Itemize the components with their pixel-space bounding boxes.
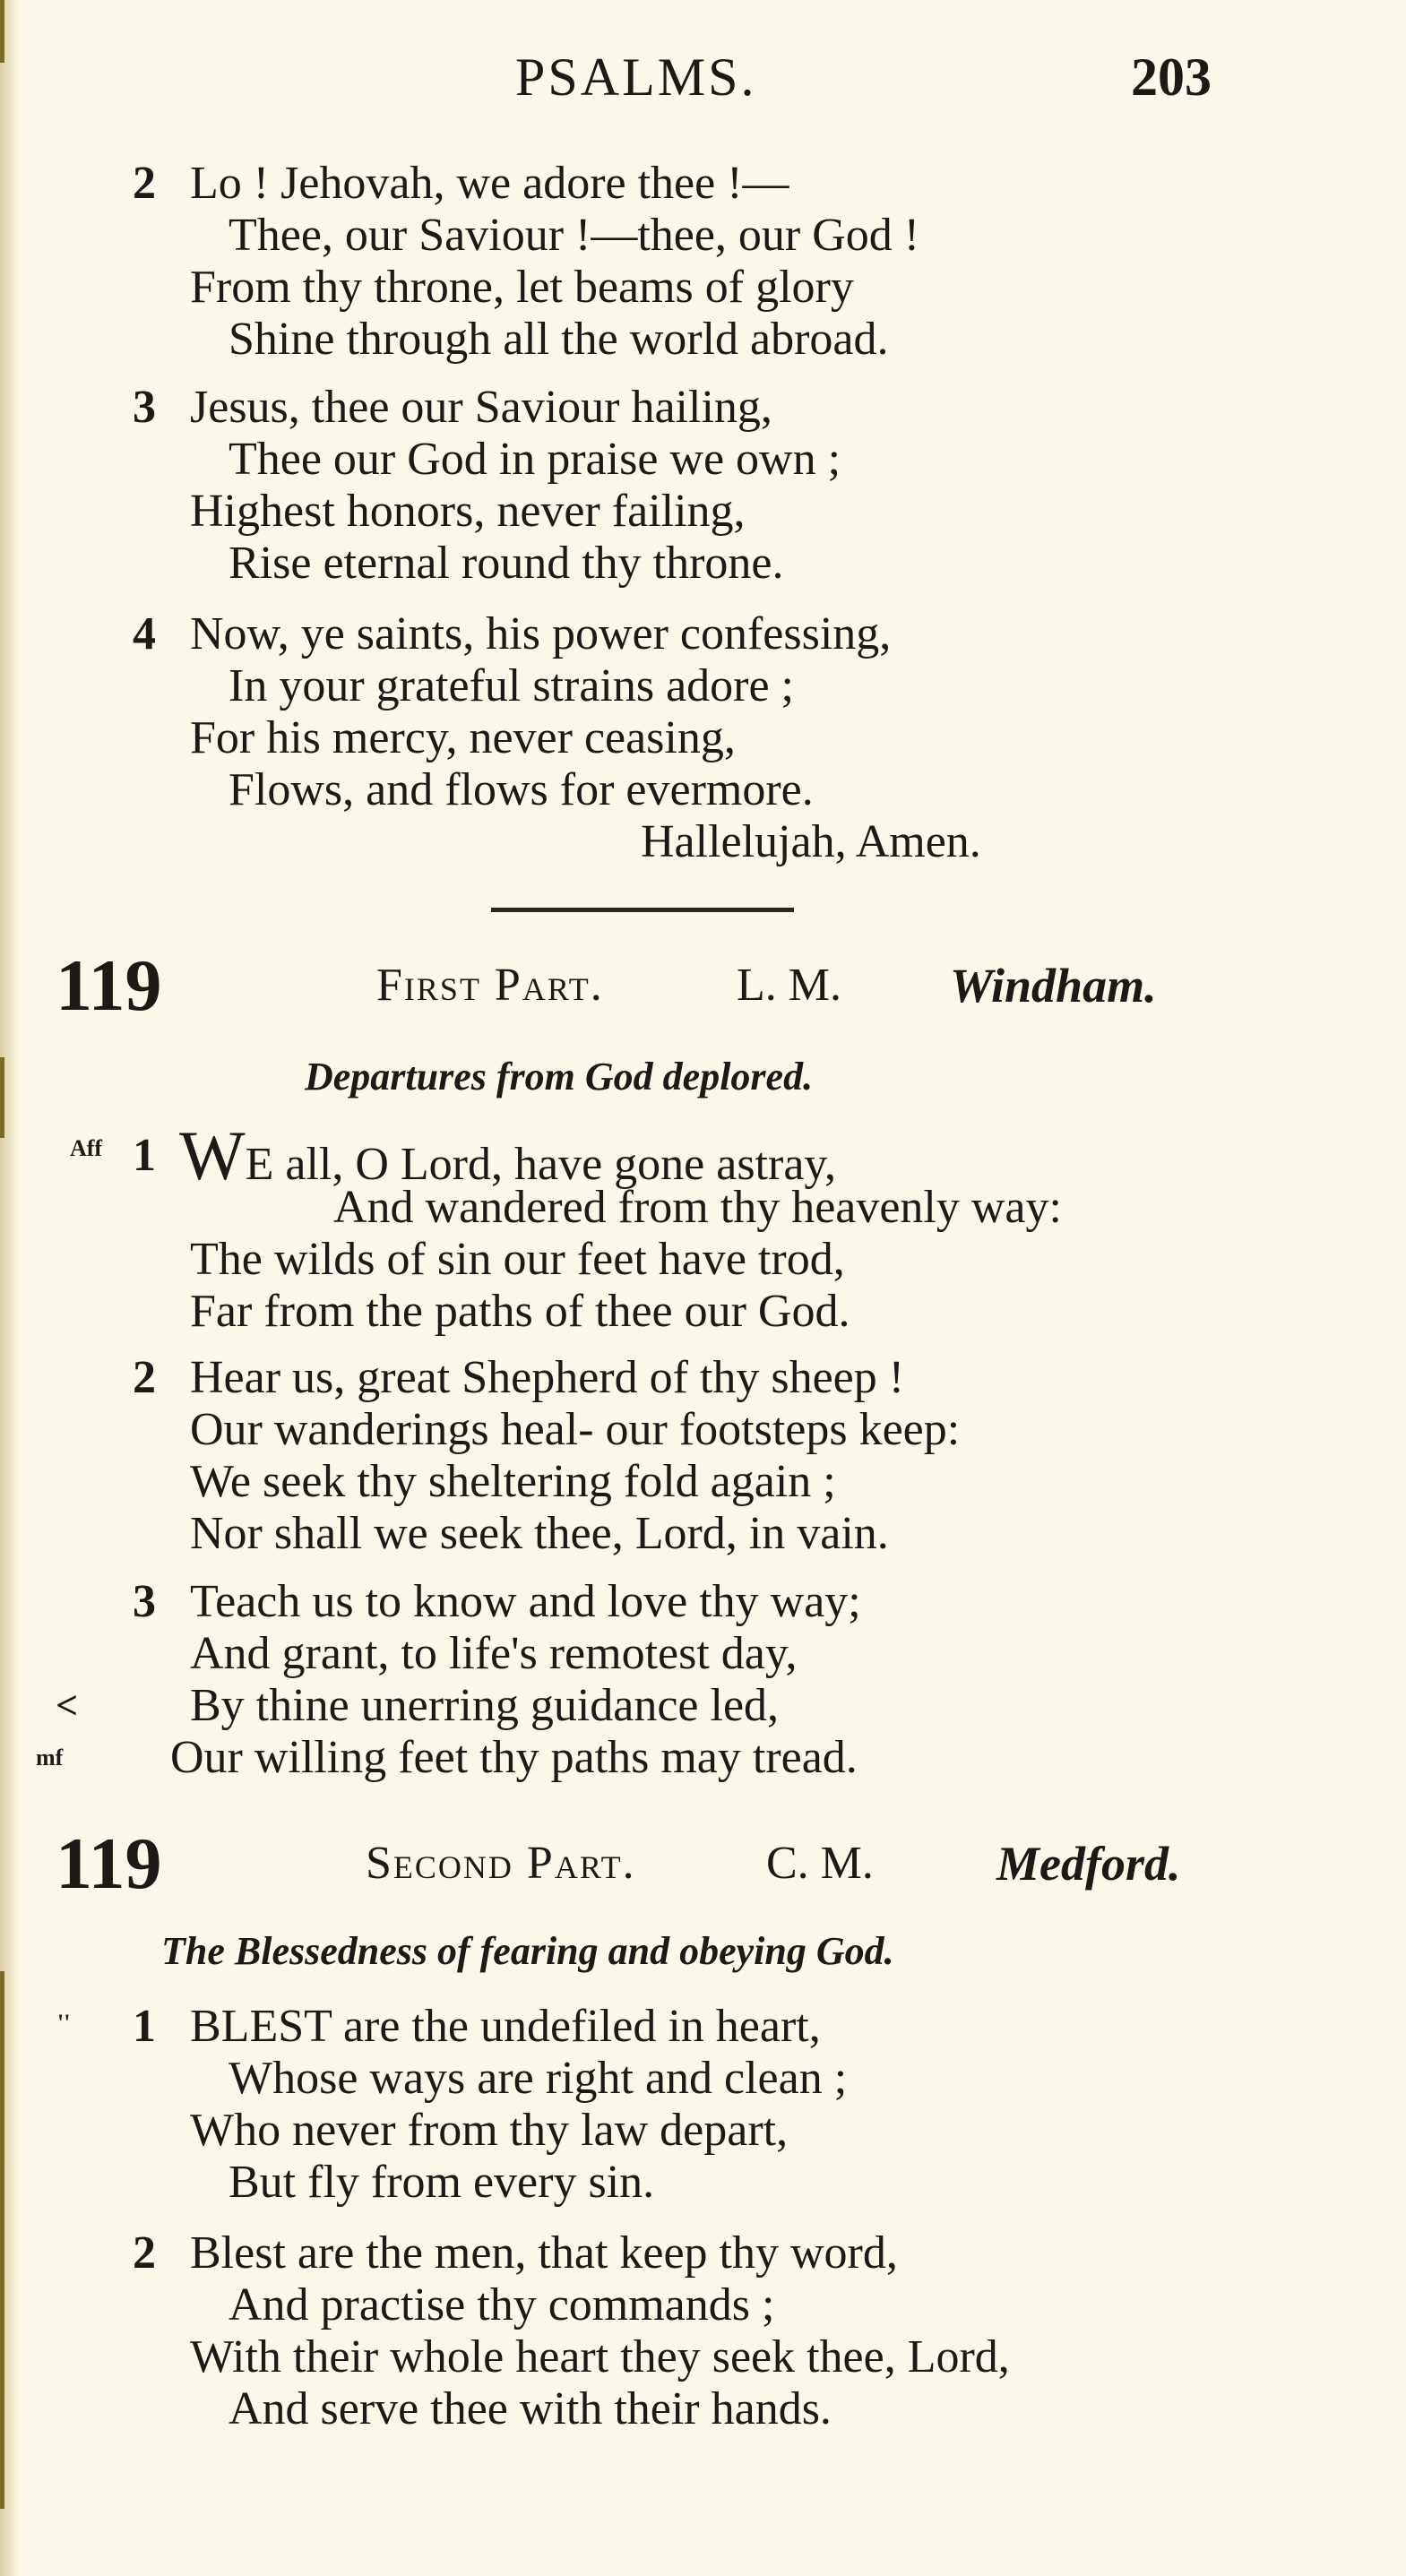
verse-number: 3	[133, 382, 156, 433]
verse-line: Blest are the men, that keep thy word,	[190, 2227, 898, 2279]
dynamic-mark: Aff	[70, 1135, 103, 1161]
psalm-subtitle: Departures from God deplored.	[305, 1055, 814, 1098]
verse-number: 2	[133, 2227, 156, 2279]
verse-number: 3	[133, 1576, 156, 1627]
verse-line: Jesus, thee our Saviour hailing,	[190, 382, 772, 433]
verse-number: 1	[133, 2001, 156, 2052]
verse-line: Lo ! Jehovah, we adore thee !—	[190, 158, 789, 209]
dynamic-mark: ''	[57, 2010, 71, 2036]
verse-line: By thine unerring guidance led,	[190, 1680, 780, 1731]
verse-line: And grant, to life's remotest day,	[190, 1628, 798, 1679]
meter-label: L. M.	[737, 960, 841, 1011]
page-header	[0, 47, 1406, 109]
part-label: First Part.	[376, 960, 604, 1011]
verse-line: And wandered from thy heavenly way:	[333, 1182, 1062, 1233]
page-edge-mark	[0, 1057, 4, 1138]
part-label: Second Part.	[366, 1838, 636, 1889]
verse-line: But fly from every sin.	[229, 2157, 655, 2208]
running-title: PSALMS.	[515, 47, 757, 107]
verse-line: Whose ways are right and clean ;	[229, 2053, 848, 2104]
verse-line: Rise eternal round thy throne.	[229, 538, 784, 589]
verse-number: 1	[133, 1130, 156, 1181]
verse-line: Hear us, great Shepherd of thy sheep !	[190, 1352, 905, 1403]
verse-line: We seek thy sheltering fold again ;	[190, 1456, 836, 1507]
verse-number: 2	[133, 158, 156, 209]
drop-capital: W	[179, 1116, 246, 1194]
psalm-subtitle: The Blessedness of fearing and obeying God.	[161, 1929, 894, 1973]
tune-name: Windham.	[950, 959, 1157, 1012]
verse-line-text: E all, O Lord, have gone astray,	[245, 1139, 837, 1190]
verse-line: BLEST are the undefiled in heart,	[190, 2001, 821, 2052]
tune-name: Medford.	[996, 1837, 1181, 1891]
dynamic-mark: mf	[36, 1745, 64, 1770]
page-number: 203	[1131, 47, 1212, 107]
verse-line: Teach us to know and love thy way;	[190, 1576, 861, 1627]
verse-line: Nor shall we seek thee, Lord, in vain.	[190, 1508, 889, 1559]
verse-line: And serve thee with their hands.	[229, 2383, 832, 2434]
verse-line: From thy throne, let beams of glory	[190, 262, 854, 313]
verse-number: 2	[133, 1352, 156, 1403]
verse-line: Flows, and flows for evermore.	[229, 764, 814, 815]
verse-line: Now, ye saints, his power confessing,	[190, 608, 892, 659]
psalm-number: 119	[56, 944, 162, 1026]
verse-line: And practise thy commands ;	[229, 2279, 775, 2330]
verse-number: 4	[133, 608, 156, 659]
verse-line: For his mercy, never ceasing,	[190, 712, 736, 763]
verse-line: Thee, our Saviour !—thee, our God !	[229, 210, 920, 261]
section-divider	[491, 908, 794, 912]
meter-label: C. M.	[766, 1838, 874, 1889]
verse-line: Thee our God in praise we own ;	[229, 434, 841, 485]
page-edge-mark	[0, 1971, 4, 2509]
verse-line: In your grateful strains adore ;	[229, 660, 795, 711]
verse-line: Highest honors, never failing,	[190, 486, 746, 537]
verse-line: Hallelujah, Amen.	[641, 816, 981, 867]
verse-line: Our wanderings heal- our footsteps keep:	[190, 1404, 961, 1455]
verse-line: Shine through all the world abroad.	[229, 314, 889, 365]
verse-line: Our willing feet thy paths may tread.	[170, 1732, 858, 1783]
verse-line: With their whole heart they seek thee, Lord,	[190, 2331, 1010, 2382]
verse-line: Far from the paths of thee our God.	[190, 1286, 850, 1337]
verse-line: Who never from thy law depart,	[190, 2105, 789, 2156]
psalm-heading	[0, 945, 1406, 1026]
verse-line: The wilds of sin our feet have trod,	[190, 1234, 845, 1285]
psalm-number: 119	[56, 1822, 162, 1904]
crescendo-mark: <	[56, 1684, 79, 1727]
psalm-heading	[0, 1823, 1406, 1904]
